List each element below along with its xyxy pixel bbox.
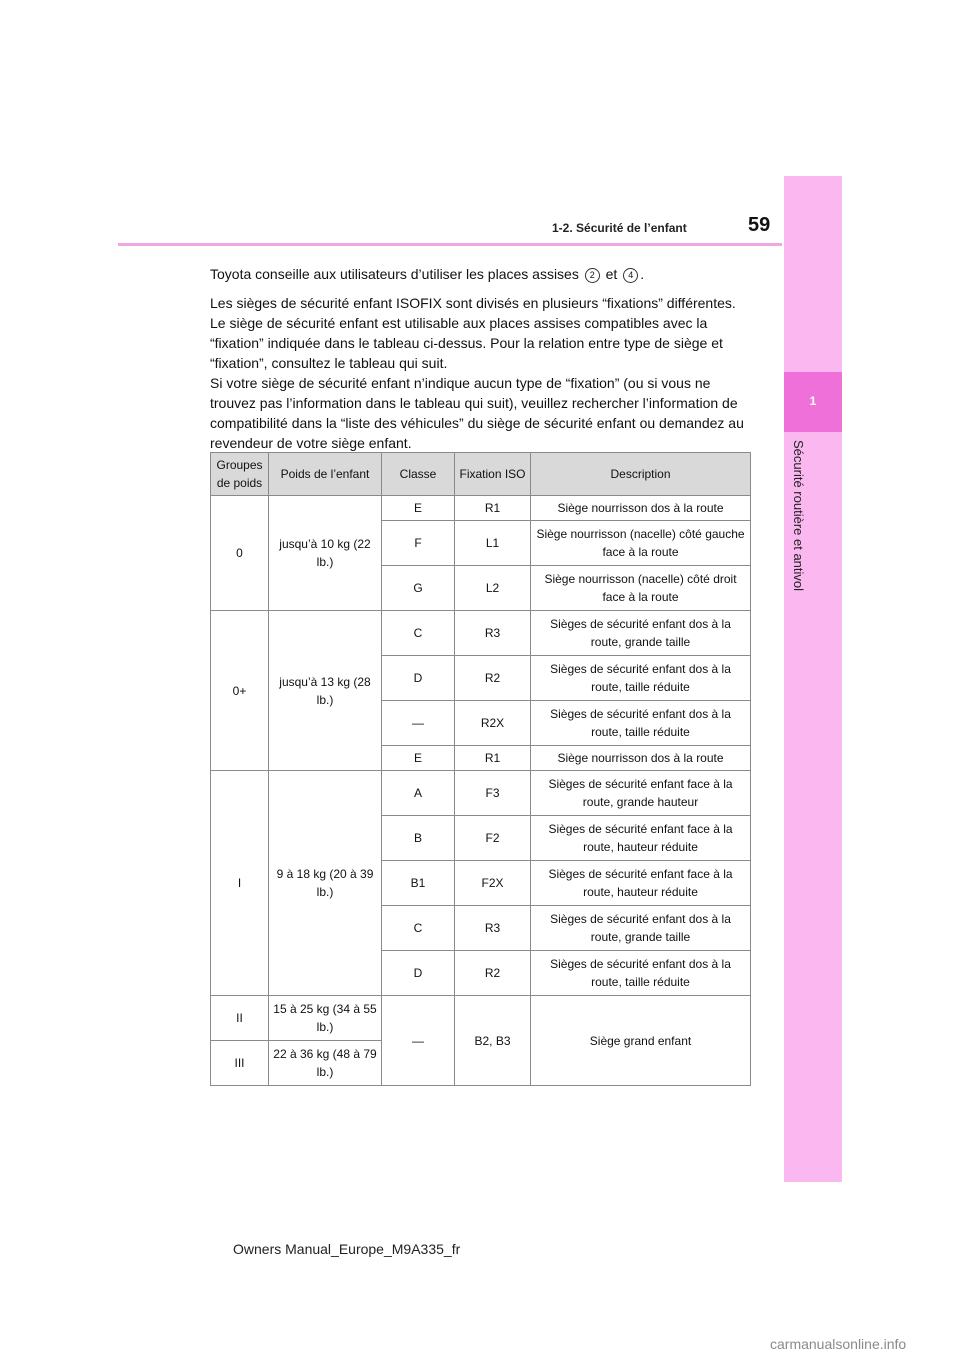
- table-header-row: [211, 453, 751, 496]
- weight-cell: 9 à 18 kg (20 à 39 lb.): [269, 771, 382, 996]
- fixation-cell: B2, B3: [455, 996, 531, 1086]
- table-row: [211, 496, 751, 521]
- fixation-cell: R1: [455, 746, 531, 771]
- description-cell: Sièges de sécurité enfant dos à la route, taille réduite: [531, 656, 751, 701]
- chapter-side-tab: [784, 176, 842, 1182]
- description-cell: Sièges de sécurité enfant face à la route, grande hauteur: [531, 771, 751, 816]
- group-cell: II: [211, 996, 269, 1041]
- description-cell: Siège grand enfant: [531, 996, 751, 1086]
- fixation-cell: F3: [455, 771, 531, 816]
- classe-cell: D: [382, 656, 455, 701]
- seat-2-circle-icon: 2: [585, 268, 600, 283]
- fixation-cell: L2: [455, 566, 531, 611]
- fixation-cell: R2: [455, 951, 531, 996]
- weight-cell: jusqu’à 13 kg (28 lb.): [269, 611, 382, 771]
- classe-cell: —: [382, 701, 455, 746]
- description-cell: Siège nourrisson dos à la route: [531, 746, 751, 771]
- description-cell: Siège nourrisson dos à la route: [531, 496, 751, 521]
- recommendation-paragraph: Toyota conseille aux utilisateurs d’utiliser les places assises 2 et 4 .: [210, 266, 645, 282]
- description-cell: Sièges de sécurité enfant dos à la route, taille réduite: [531, 951, 751, 996]
- page-number: 59: [748, 214, 771, 236]
- group-cell: 0: [211, 496, 269, 611]
- header-classe: Classe: [382, 453, 455, 496]
- table-row: [211, 611, 751, 656]
- fixation-cell: R3: [455, 906, 531, 951]
- description-cell: Sièges de sécurité enfant dos à la route, grande taille: [531, 611, 751, 656]
- isofix-table: [210, 452, 751, 1086]
- fixation-cell: L1: [455, 521, 531, 566]
- fixation-paragraph: Les sièges de sécurité enfant ISOFIX sont divisés en plusieurs “fixations” différentes. Le siège de sécurité enfant est utilisable aux places assises compatibles avec la “fixation” indiquée dans le tableau ci-dessus. Pour la relation entre type de siège et “fixation”, consultez le tableau qui suit. Si votre siège de sécurité enfant n’indique aucun type de “fixation” (ou si vous ne trouvez pas l’information dans le tableau qui suit), veuillez rechercher l’information de compatibilité dans la “liste des véhicules” du siège de sécurité enfant ou demandez au revendeur de votre siège enfant.: [210, 295, 744, 451]
- header-poids: Poids de l’enfant: [269, 453, 382, 496]
- description-cell: Sièges de sécurité enfant face à la route, hauteur réduite: [531, 816, 751, 861]
- classe-cell: B1: [382, 861, 455, 906]
- classe-cell: E: [382, 746, 455, 771]
- description-cell: Sièges de sécurité enfant dos à la route, taille réduite: [531, 701, 751, 746]
- header-fixation: Fixation ISO: [455, 453, 531, 496]
- watermark: carmanualsonline.info: [770, 1336, 907, 1352]
- fixation-cell: R3: [455, 611, 531, 656]
- classe-cell: —: [382, 996, 455, 1086]
- group-cell: 0+: [211, 611, 269, 771]
- header-rule: [118, 243, 782, 246]
- classe-cell: A: [382, 771, 455, 816]
- description-cell: Siège nourrisson (nacelle) côté gauche face à la route: [531, 521, 751, 566]
- header-groupes: Groupes de poids: [211, 453, 269, 496]
- description-cell: Siège nourrisson (nacelle) côté droit face à la route: [531, 566, 751, 611]
- classe-cell: G: [382, 566, 455, 611]
- body-text: [210, 264, 755, 462]
- classe-cell: D: [382, 951, 455, 996]
- description-cell: Sièges de sécurité enfant face à la route, hauteur réduite: [531, 861, 751, 906]
- table-row: [211, 996, 751, 1041]
- group-cell: III: [211, 1041, 269, 1086]
- classe-cell: B: [382, 816, 455, 861]
- fixation-cell: R2X: [455, 701, 531, 746]
- seat-4-circle-icon: 4: [623, 268, 638, 283]
- classe-cell: F: [382, 521, 455, 566]
- chapter-number: 1: [809, 394, 817, 408]
- group-cell: I: [211, 771, 269, 996]
- header-description: Description: [531, 453, 751, 496]
- chapter-label: Sécurité routière et antivol: [791, 440, 806, 592]
- classe-cell: C: [382, 906, 455, 951]
- fixation-cell: R2: [455, 656, 531, 701]
- description-cell: Sièges de sécurité enfant dos à la route, grande taille: [531, 906, 751, 951]
- classe-cell: C: [382, 611, 455, 656]
- weight-cell: jusqu’à 10 kg (22 lb.): [269, 496, 382, 611]
- fixation-cell: R1: [455, 496, 531, 521]
- footer-text: Owners Manual_Europe_M9A335_fr: [233, 1241, 461, 1257]
- classe-cell: E: [382, 496, 455, 521]
- weight-cell: 15 à 25 kg (34 à 55 lb.): [269, 996, 382, 1041]
- weight-cell: 22 à 36 kg (48 à 79 lb.): [269, 1041, 382, 1086]
- fixation-cell: F2: [455, 816, 531, 861]
- section-title: 1-2. Sécurité de l’enfant: [552, 221, 687, 235]
- table-row: [211, 771, 751, 816]
- fixation-cell: F2X: [455, 861, 531, 906]
